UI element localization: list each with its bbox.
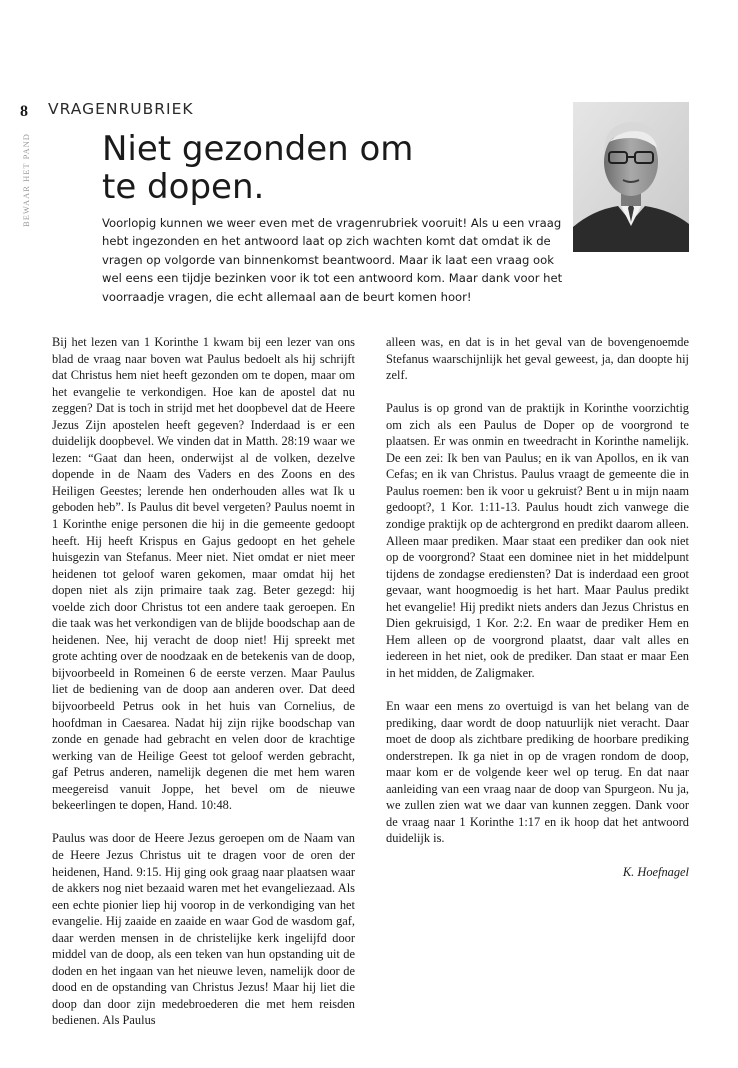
running-head-text: BEWAAR HET PAND <box>21 133 31 227</box>
body-paragraph: Bij het lezen van 1 Korinthe 1 kwam bij een lezer van ons blad de vraag naar boven wat Paulus bedoelt als hij schrijft dat Christus hem niet heeft gezonden om te dopen, maar om het evangelie te verkondigen. Hoe kan de apostel dat nu zeggen? Dat is toch in strijd met het doopbevel dat de Heere Jezus Zijn apostelen heeft gegeven? Inderdaad is er een duidelijk doopbevel. We vinden dat in Matth. 28:19 waar we lezen: “Gaat dan heen, onderwijst al de volken, dezelve dopende in de Naam des Vaders en des Zoons en des Heiligen Geestes; lerende hen onderhouden alles wat Ik u geboden heb”. Is Paulus dit bevel vergeten? Paulus noemt in 1 Korinthe enige personen die hij in die gemeente gedoopt heeft. Hij heeft Krispus en Gajus gedoopt en het gehele huisgezin van Stefanus. Meer niet. Niet omdat er niet meer heidenen tot geloof waren gekomen, maar omdat hij het dopen niet als zijn primaire taak zag. Beter gezegd: hij voelde zich door Christus tot een andere taak geroepen. En die taak was het verkondigen van de blijde boodschap aan de heidenen. Nee, hij veracht de doop niet! Hij spreekt met grote achting over de noodzaak en de betekenis van de doop, bijvoorbeeld in Romeinen 6 de eerste verzen. Maar Paulus liet de bediening van de doop aan anderen over. Dat deed bijvoorbeeld Petrus ook in het huis van Cornelius, de hoofdman in Caesarea. Nadat hij zijn rijke boodschap van zonde en genade had gebracht en velen door de krachtige werking van de Heilige Geest tot geloof werden gebracht, gaf Petrus anderen, namelijk degenen die met hem waren meegereisd vanuit Joppe, het bevel om de nieuwe bekeerlingen te dopen, Hand. 10:48. <box>52 335 355 813</box>
article-title <box>102 130 542 206</box>
intro-paragraph: Voorlopig kunnen we weer even met de vragenrubriek vooruit! Als u een vraag hebt ingezonden en het antwoord laat op zich wachten komt dat omdat ik de vragen op volgorde van binnenkomst beantwoord. Maar ik laat een vraag ook wel eens een tijdje bezinken voor ik tot een antwoord kom. Maar dank voor het voorraadje vragen, die echt allemaal aan de beurt komen hoor! <box>102 216 563 304</box>
author-portrait <box>573 102 689 252</box>
title-line-2: te dopen. <box>102 167 265 207</box>
body-column-right <box>386 334 689 880</box>
body-paragraph: En waar een mens zo overtuigd is van het belang van de prediking, daar wordt de doop natuurlijk niet veracht. Daar moet de doop als zichtbare prediking de hoorbare prediking onderstrepen. Ik ga niet in op de vragen rondom de doop, maar kom er de volgende keer wel op terug. En dat naar aanleiding van een vraag naar de doop van Spurgeon. Nu ja, we zullen zien wat we daar van kunnen zeggen. Dank voor de vraag naar 1 Korinthe 1:17 en ik hoop dat het antwoord duidelijk is. <box>386 699 689 846</box>
page-number: 8 <box>20 103 28 120</box>
body-paragraph: alleen was, en dat is in het geval van de bovengenoemde Stefanus waarschijnlijk het geval geweest, ja, dan doopte hij zelf. <box>386 335 689 383</box>
title-line-1: Niet gezonden om <box>102 129 414 169</box>
running-head <box>18 130 34 230</box>
body-column-left <box>52 334 355 1046</box>
section-label: VRAGENRUBRIEK <box>48 100 194 118</box>
body-paragraph: Paulus is op grond van de praktijk in Korinthe voorzichtig om zich als een Paulus de Doper op de voorgrond te plaatsen. Er was onmin en tweedracht in Korinthe namelijk. De een zei: Ik ben van Paulus; en ik van Apollos, en ik van Cefas; en ik van Christus. Paulus vraagt de gemeente die in Paulus roemen: ben ik voor u gekruist? Bent u in mijn naam gedoopt?, 1 Kor. 1:11-13. Paulus houdt zich vanwege die zondige praktijk op de achtergrond en predikt daarom alleen. Alleen maar prediken. Maar staat een prediker dan ook niet op de voorgrond? Staat een dominee niet in het middelpunt tijdens de zondagse erediensten? Dat is inderdaad een groot gevaar, want hoogmoedig is het hart. Maar Paulus predikt het evangelie! Hij predikt niets anders dan Jezus Christus en Dien gekruisigd, 1 Kor. 2:2. En waar de prediker Hem en Hem alleen op de voorgrond plaatst, daar valt alles en iedereen in het niet, ook de prediker. Dan staat er maar Een in het midden, de Zaligmaker. <box>386 401 689 680</box>
body-paragraph: Paulus was door de Heere Jezus geroepen om de Naam van de Heere Jezus Christus uit te dragen voor de oren der heidenen, Hand. 9:15. Hij ging ook graag naar plaatsen waar de akkers nog niet bezaaid waren met het evangeliezaad. Als een echte pionier liep hij voorop in de verkondiging van het evangelie. Hij zaaide en zaaide en waar God de wasdom gaf, daar werden mensen in de christelijke kerk ingelijfd door middel van de doop, als een teken van hun opstanding uit de doden en het ingaan van het nieuwe leven, namelijk door de dood en de opstanding van Christus Jezus! Maar hij liet die doop dan door zijn medebroederen die met hem reisden bedienen. Als Paulus <box>52 831 355 1028</box>
author-signature: K. Hoefnagel <box>622 864 689 879</box>
